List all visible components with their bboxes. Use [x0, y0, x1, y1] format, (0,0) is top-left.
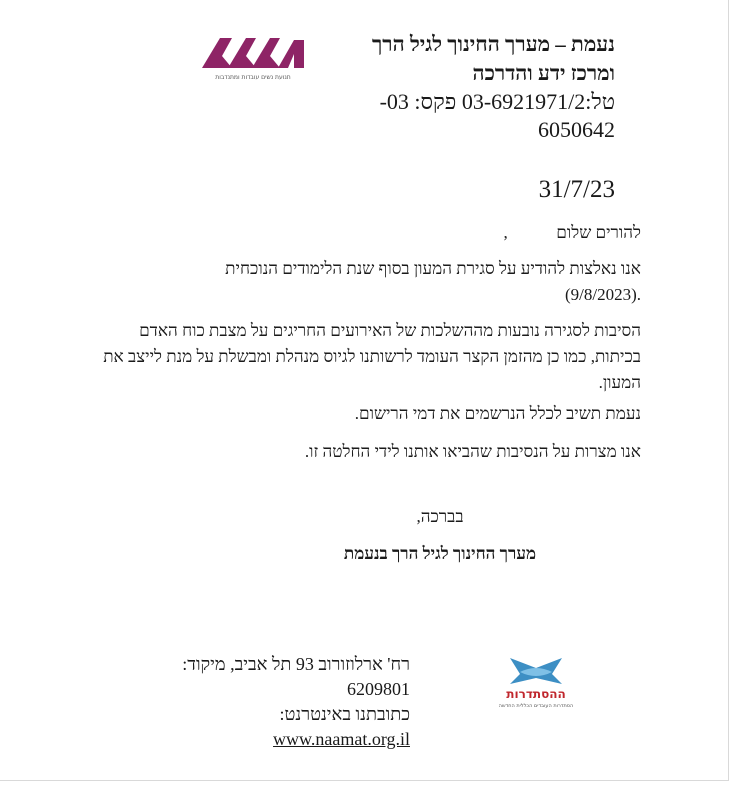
logo-subtitle: תנועת נשים עובדות ומתנדבות — [215, 74, 291, 81]
letter-date: 31/7/23 — [538, 176, 615, 203]
greeting: להורים שלום — [556, 223, 641, 242]
closing: בברכה, — [416, 507, 464, 526]
paragraph-4: אנו מצרות על הנסיבות שהביאו אותנו לידי החלטה זו. — [304, 442, 641, 461]
paragraph-1 — [81, 256, 641, 308]
histadrut-subtitle: הסתדרות העובדים הכללית החדשה — [498, 703, 574, 709]
p1-line-1: אנו נאלצות להודיע על סגירת המעון בסוף שנת הלימודים הנוכחית — [225, 259, 641, 278]
org-line-1: נעמת – מערך החינוך לגיל הרך — [371, 32, 615, 56]
website-link[interactable]: www.naamat.org.il — [273, 729, 410, 749]
web-label: כתובתנו באינטרנט: — [279, 704, 410, 724]
paragraph-2: הסיבות לסגירה נובעות מההשלכות של האירועים החריגים על מצבת כוח האדם בכיתות, כמו כן מהזמן הקצר העומד לרשותנו לגיוס מנהלת ומבשלת על מנת לייצב את המעון. — [103, 321, 641, 392]
contact-info — [345, 88, 615, 144]
histadrut-logo-text: ההסתדרות — [506, 687, 566, 701]
p1-line-2: (9/8/2023). — [564, 285, 641, 304]
histadrut-logo — [490, 652, 582, 710]
address-line-1: רח' ארלוזורוב 93 תל אביב, מיקוד: — [182, 654, 410, 674]
phone-fax: טל:03-6921971/2 פקס: 03- — [379, 89, 615, 114]
greeting-line — [81, 220, 641, 246]
fax-continuation: 6050642 — [538, 117, 615, 142]
signature: מערך החינוך לגיל הרך בנעמת — [343, 544, 537, 563]
org-header — [315, 30, 615, 88]
naamat-logo — [198, 30, 308, 82]
address-line-2: 6209801 — [347, 679, 410, 699]
footer-address — [182, 652, 410, 752]
paragraph-3: נעמת תשיב לכלל הנרשמים את דמי הרישום. — [354, 404, 641, 423]
greeting-comma: , — [503, 223, 508, 242]
org-line-2: ומרכז ידע והדרכה — [472, 61, 615, 85]
